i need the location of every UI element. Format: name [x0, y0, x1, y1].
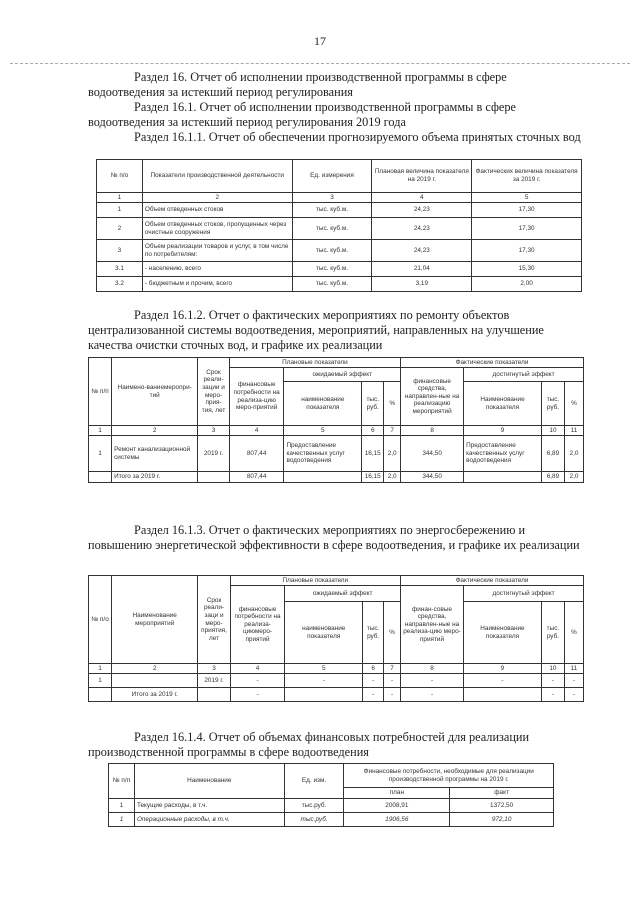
- t1-cell-unit: тыс. куб.м.: [292, 240, 372, 262]
- t1-cell-plan: 21,04: [372, 262, 472, 277]
- t3-total-label: Итого за 2019 г.: [112, 688, 198, 702]
- t1-cell-plan: 24,23: [372, 203, 472, 218]
- t1-cell-no: 2: [97, 218, 143, 240]
- t2-total-effect-pct: 2,0: [384, 472, 401, 483]
- t1-colnum: 4: [372, 193, 472, 203]
- t3-total-effect-thous: -: [363, 688, 384, 702]
- t4-header-unit: Ед. изм.: [284, 764, 344, 799]
- t1-colnum: 3: [292, 193, 372, 203]
- t3-header-pct: %: [384, 602, 401, 664]
- t3-colnum: 6: [363, 664, 384, 674]
- t3-header-achieved: достигнутый эффект: [464, 586, 584, 602]
- t1-cell-name: - бюджетным и прочим, всего: [142, 277, 292, 292]
- t2-cell-achieved-pct: 2,0: [565, 436, 584, 472]
- t2-header-no: № п/п: [89, 358, 112, 426]
- t4-header-fact: факт: [450, 788, 554, 799]
- table-row: [97, 203, 582, 218]
- t2-header-indicator: наименование показателя: [284, 382, 362, 426]
- t2-total-effect-thous: 16,15: [362, 472, 384, 483]
- t3-cell-effect-name: -: [285, 674, 363, 688]
- t1-header-no: № п/о: [97, 160, 143, 193]
- t4-cell-plan: 2008,91: [344, 799, 450, 813]
- t1-colnum: 5: [472, 193, 582, 203]
- t3-colnum: 7: [384, 664, 401, 674]
- t3-colnum: 10: [541, 664, 564, 674]
- t1-header-plan: Плановая величина показателя на 2019 г.: [372, 160, 472, 193]
- section-16-1-3-heading: Раздел 16.1.3. Отчет о фактических мероприятиях по энергосбережению и повышению энергетической эффективности в сфере водоотведения, и графике их реализации: [88, 523, 580, 552]
- t3-header-expected: ожидаемый эффект: [285, 586, 401, 602]
- t2-colnum: 4: [229, 426, 284, 436]
- t3-total-achieved-pct: -: [564, 688, 583, 702]
- t3-cell-no: 1: [89, 674, 112, 688]
- t2-cell-achieved-name: Предоставление качественных услуг водоотведения: [464, 436, 542, 472]
- t4-cell-name: Текущие расходы, в т.ч.: [134, 799, 284, 813]
- t3-colnum: 2: [112, 664, 198, 674]
- t2-header-name: Наимено-ваниемеропри-тий: [112, 358, 198, 426]
- table-row: [109, 813, 554, 827]
- t1-cell-unit: тыс. куб.м.: [292, 203, 372, 218]
- t4-header-name: Наименование: [134, 764, 284, 799]
- t3-total-means: -: [400, 688, 463, 702]
- table-row: [97, 240, 582, 262]
- t1-cell-no: 3: [97, 240, 143, 262]
- t2-colnum: 1: [89, 426, 112, 436]
- t4-header-fin: Финансовые потребности, необходимые для реализации производственной программы на 2019 г.: [344, 764, 554, 788]
- section-16-heading: Раздел 16. Отчет об исполнении производственной программы в сфере водоотведения за истекший период регулирования: [88, 70, 507, 99]
- t2-total-label: Итого за 2019 г.: [112, 472, 198, 483]
- table-row: [109, 799, 554, 813]
- t2-cell-effect-name: Предоставление качественных услуг водоотведения: [284, 436, 362, 472]
- t3-colnum: 3: [198, 664, 230, 674]
- t4-cell-no: 1: [109, 813, 135, 827]
- t3-header-no: № п/о: [89, 576, 112, 664]
- t4-cell-unit: тыс.руб.: [284, 799, 344, 813]
- t4-cell-plan: 1906,56: [344, 813, 450, 827]
- t3-colnum: 8: [400, 664, 463, 674]
- t1-cell-name: Объем отведенных стоков, пропущенных через очистные сооружения: [142, 218, 292, 240]
- t3-header-fin-need: финансовые потребности на реализа-циюмеро-приятий: [230, 586, 285, 664]
- t3-colnum: 4: [230, 664, 285, 674]
- t1-cell-fact: 15,30: [472, 262, 582, 277]
- t4-cell-no: 1: [109, 799, 135, 813]
- t1-cell-plan: 24,23: [372, 218, 472, 240]
- section-16-1-2-heading: Раздел 16.1.2. Отчет о фактических мероприятиях по ремонту объектов централизованной системы водоотведения, мероприятий, направленных на улучшение качества очистки сточных вод, и графике их реализации: [88, 308, 544, 352]
- section-16-1-heading: Раздел 16.1. Отчет об исполнении производственной программы в сфере водоотведения за истекший период регулирования 2019 года: [88, 100, 516, 129]
- t1-cell-fact: 2,00: [472, 277, 582, 292]
- t2-cell-name: Ремонт канализационной системы: [112, 436, 198, 472]
- header-rule: [10, 63, 630, 64]
- t3-header-actual: Фактические показатели: [400, 576, 583, 586]
- t3-colnum: 1: [89, 664, 112, 674]
- t3-cell-effect-thous: -: [363, 674, 384, 688]
- t2-cell-no: 1: [89, 436, 112, 472]
- t2-colnum: 7: [384, 426, 401, 436]
- t2-header-actual: Фактические показатели: [401, 358, 584, 368]
- t2-total-fin: 807,44: [229, 472, 284, 483]
- t1-cell-name: Объем отведенных стоков: [142, 203, 292, 218]
- t1-header-unit: Ед. измерения: [292, 160, 372, 193]
- table-total-row: [89, 472, 584, 483]
- t1-colnum: 2: [142, 193, 292, 203]
- t2-colnum: 10: [541, 426, 564, 436]
- t3-cell-means: -: [400, 674, 463, 688]
- t2-cell-fin: 807,44: [229, 436, 284, 472]
- t4-header-no: № п/п: [109, 764, 135, 799]
- t3-header-indicator-2: Наименование показателя: [464, 602, 542, 664]
- t1-cell-unit: тыс. куб.м.: [292, 218, 372, 240]
- t3-total-achieved-thous: -: [541, 688, 564, 702]
- t1-header-fact: Фактических величина показателя за 2019 г.: [472, 160, 582, 193]
- sewage-volume-table: [96, 159, 582, 292]
- t3-cell-term: 2019 г.: [198, 674, 230, 688]
- t3-total-fin: -: [230, 688, 285, 702]
- section-16-1-4-heading: Раздел 16.1.4. Отчет об объемах финансовых потребностей для реализации производственной программы в сфере водоотведения: [88, 730, 530, 759]
- t3-header-pct-2: %: [564, 602, 583, 664]
- t2-header-thous: тыс. руб.: [362, 382, 384, 426]
- t3-header-thous-2: тыс. руб.: [541, 602, 564, 664]
- t2-header-expected: ожидаемый эффект: [284, 368, 401, 382]
- t2-header-planned: Плановые показатели: [229, 358, 400, 368]
- t3-cell-achieved-name: -: [464, 674, 542, 688]
- t2-header-achieved: достигнутый эффект: [464, 368, 584, 382]
- t2-colnum: 8: [401, 426, 464, 436]
- t3-header-thous: тыс. руб.: [363, 602, 384, 664]
- t2-colnum: 11: [565, 426, 584, 436]
- t2-colnum: 9: [464, 426, 542, 436]
- t2-cell-means: 344,50: [401, 436, 464, 472]
- t2-cell-effect-thous: 16,15: [362, 436, 384, 472]
- table-row: [97, 277, 582, 292]
- t1-cell-plan: 24,23: [372, 240, 472, 262]
- financial-needs-table: [108, 763, 554, 827]
- t3-cell-achieved-thous: -: [541, 674, 564, 688]
- t2-total-means: 344,50: [401, 472, 464, 483]
- page-number: 17: [314, 34, 326, 48]
- t2-header-fin-need: финансовые потребности на реализа-цию меро-приятий: [229, 368, 284, 426]
- table-row: [89, 436, 584, 472]
- t2-header-indicator-2: Наименование показателя: [464, 382, 542, 426]
- t2-cell-effect-pct: 2,0: [384, 436, 401, 472]
- t3-total-effect-pct: -: [384, 688, 401, 702]
- t3-header-indicator: наименование показателя: [285, 602, 363, 664]
- t3-header-name: Наименование мероприятий: [112, 576, 198, 664]
- t3-colnum: 9: [464, 664, 542, 674]
- table-row: [97, 218, 582, 240]
- t2-total-achieved-thous: 6,89: [541, 472, 564, 483]
- section-16-1-1-heading: Раздел 16.1.1. Отчет об обеспечении прогнозируемого объема принятых сточных вод: [134, 130, 581, 144]
- table-total-row: [89, 688, 584, 702]
- t1-cell-no: 3.1: [97, 262, 143, 277]
- t1-cell-fact: 17,30: [472, 218, 582, 240]
- energy-saving-table: [88, 575, 584, 702]
- t2-header-fin-means: финансовые средства, направлен-ные на реализацию мероприятий: [401, 368, 464, 426]
- t1-cell-no: 1: [97, 203, 143, 218]
- t4-cell-fact: 1372,50: [450, 799, 554, 813]
- t4-cell-name: Операционные расходы, в т.ч.: [134, 813, 284, 827]
- t2-header-pct: %: [384, 382, 401, 426]
- t1-cell-unit: тыс. куб.м.: [292, 262, 372, 277]
- t1-cell-fact: 17,30: [472, 203, 582, 218]
- t2-header-pct-2: %: [565, 382, 584, 426]
- t2-header-term: Срок реали-зации и меро-прия-тия, лет: [198, 358, 230, 426]
- t2-colnum: 5: [284, 426, 362, 436]
- t4-header-plan: план: [344, 788, 450, 799]
- table-row: [97, 262, 582, 277]
- t4-cell-fact: 972,10: [450, 813, 554, 827]
- t3-cell-fin: -: [230, 674, 285, 688]
- t1-cell-unit: тыс. куб.м.: [292, 277, 372, 292]
- t1-cell-no: 3.2: [97, 277, 143, 292]
- t3-header-fin-means: финан-совые средства, направлен-ные на реализа-цию меро-приятий: [400, 586, 463, 664]
- t1-colnum: 1: [97, 193, 143, 203]
- t2-colnum: 6: [362, 426, 384, 436]
- t2-colnum: 3: [198, 426, 230, 436]
- t2-cell-achieved-thous: 6,89: [541, 436, 564, 472]
- repair-measures-table: [88, 357, 584, 483]
- t1-cell-name: Объем реализации товаров и услуг, в том числе по потребителям:: [142, 240, 292, 262]
- t1-header-indicator: Показатели производственной деятельности: [142, 160, 292, 193]
- t1-cell-fact: 17,30: [472, 240, 582, 262]
- t3-colnum: 11: [564, 664, 583, 674]
- t3-colnum: 5: [285, 664, 363, 674]
- t2-cell-term: 2019 г.: [198, 436, 230, 472]
- t1-cell-plan: 3,19: [372, 277, 472, 292]
- t3-cell-effect-pct: -: [384, 674, 401, 688]
- table-row: [89, 674, 584, 688]
- t4-cell-unit: тыс.руб.: [284, 813, 344, 827]
- t3-header-planned: Плановые показатели: [230, 576, 400, 586]
- t3-cell-achieved-pct: -: [564, 674, 583, 688]
- t2-header-thous-2: тыс. руб.: [541, 382, 564, 426]
- t1-cell-name: - населению, всего: [142, 262, 292, 277]
- t2-colnum: 2: [112, 426, 198, 436]
- t2-total-achieved-pct: 2,0: [565, 472, 584, 483]
- t3-header-term: Срок реали-заци и меро-приятия, лет: [198, 576, 230, 664]
